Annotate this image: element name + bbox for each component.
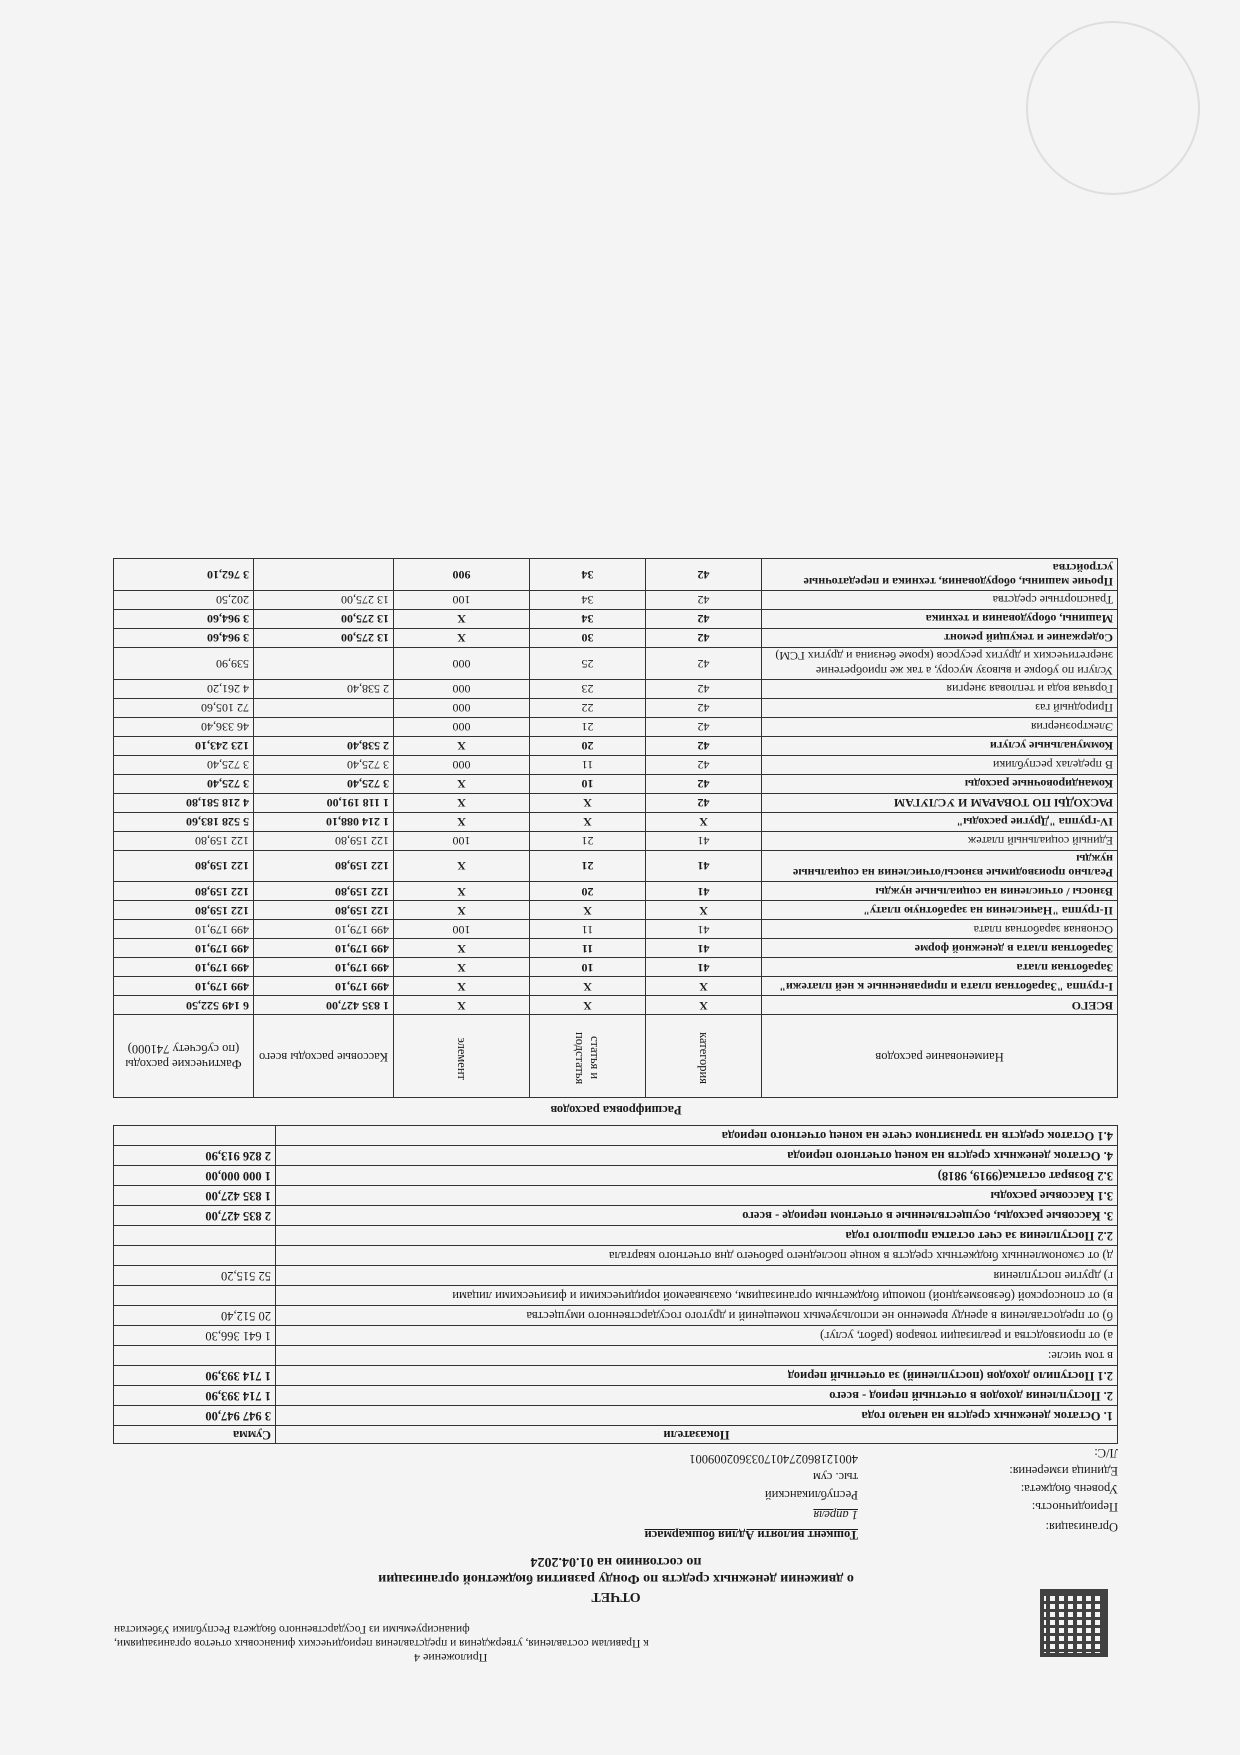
title-line-2: о движении денежных средств по Фонду развития бюджетной организации <box>378 1571 854 1587</box>
expense-category: Х <box>646 996 762 1015</box>
expense-article: 10 <box>530 958 646 977</box>
level-value: Республиканский <box>764 1488 858 1503</box>
expense-category: 41 <box>646 958 762 977</box>
table-row <box>114 793 1118 812</box>
summary-value <box>114 1226 276 1246</box>
expense-category: 42 <box>646 628 762 647</box>
header-article: статья и подстатья <box>530 1015 646 1098</box>
title-line-3: по состоянию на 01.04.2024 <box>530 1554 702 1569</box>
summary-header-indicator: Показатели <box>276 1426 1118 1444</box>
expense-category: 42 <box>646 717 762 736</box>
summary-label: 2.2 Поступления за счет остатка прошлого года <box>276 1226 1118 1246</box>
expense-name: Электроэнергия <box>762 717 1118 736</box>
expense-actual: 5 528 183,60 <box>114 812 254 831</box>
expense-article: 20 <box>530 882 646 901</box>
expense-article: 21 <box>530 831 646 850</box>
table-row <box>114 1326 1118 1346</box>
org-value: Тошкент вилояти Адлия бошкармаси <box>644 1528 858 1543</box>
expense-actual: 46 336,40 <box>114 717 254 736</box>
table-row <box>114 1286 1118 1306</box>
expense-name: РАСХОДЫ ПО ТОВАРАМ И УСЛУГАМ <box>762 793 1118 812</box>
expense-name: I-группа "Заработная плата и приравненные к ней платежи" <box>762 977 1118 996</box>
ls-label: Л/С: <box>1094 1446 1118 1461</box>
expense-name: Заработная плата в денежной форме <box>762 939 1118 958</box>
expense-actual: 499 179,10 <box>114 920 254 939</box>
expense-actual: 4 261,20 <box>114 679 254 698</box>
expense-element: 000 <box>394 755 530 774</box>
table-row <box>114 1386 1118 1406</box>
expense-cash <box>254 698 394 717</box>
expense-element: 000 <box>394 679 530 698</box>
table-row <box>114 1206 1118 1226</box>
table-row <box>114 1306 1118 1326</box>
expense-article: Х <box>530 901 646 920</box>
expense-category: 42 <box>646 755 762 774</box>
expense-article: 34 <box>530 609 646 628</box>
expense-cash <box>254 717 394 736</box>
expenses-table <box>113 558 1118 1098</box>
expense-category: 42 <box>646 609 762 628</box>
expense-actual: 122 159,80 <box>114 850 254 882</box>
table-row <box>114 755 1118 774</box>
expense-cash: 122 159,80 <box>254 850 394 882</box>
expense-name: IV-группа "Другие расходы" <box>762 812 1118 831</box>
table-row <box>114 812 1118 831</box>
period-label: Периодичность: <box>1031 1500 1118 1515</box>
expense-category: 41 <box>646 920 762 939</box>
appendix-note <box>114 1613 1118 1665</box>
header-actual: Фактические расходы (по субсчету 741000) <box>114 1015 254 1098</box>
expense-article: 25 <box>530 647 646 679</box>
expense-category: 42 <box>646 698 762 717</box>
summary-header-sum: Сумма <box>114 1426 276 1444</box>
expense-name: Коммунальные услуги <box>762 736 1118 755</box>
expense-article: 11 <box>530 939 646 958</box>
expense-cash: 122 159,80 <box>254 882 394 901</box>
expense-cash: 13 275,00 <box>254 590 394 609</box>
header-name: Наименование расходов <box>762 1015 1118 1098</box>
table-row <box>114 1186 1118 1206</box>
expense-article: Х <box>530 996 646 1015</box>
expense-element: 000 <box>394 698 530 717</box>
expense-article: 11 <box>530 920 646 939</box>
expense-element: Х <box>394 850 530 882</box>
table-row <box>114 1346 1118 1366</box>
table-row <box>114 717 1118 736</box>
expense-article: Х <box>530 977 646 996</box>
table-row <box>114 958 1118 977</box>
expense-element: 000 <box>394 647 530 679</box>
report-title <box>114 1553 1118 1606</box>
summary-value: 52 515,20 <box>114 1266 276 1286</box>
expense-actual: 3 964,60 <box>114 609 254 628</box>
expense-category: Х <box>646 812 762 831</box>
expense-category: 41 <box>646 882 762 901</box>
expense-name: Реально производимые взносы/отчисления на социальные нужды <box>762 850 1118 882</box>
expense-actual: 122 159,80 <box>114 882 254 901</box>
summary-value: 1 835 427,00 <box>114 1186 276 1206</box>
expense-category: 41 <box>646 831 762 850</box>
table-row <box>114 996 1118 1015</box>
expenses-caption: Расшифровка расходов <box>550 1103 682 1118</box>
expense-element: Х <box>394 793 530 812</box>
summary-value <box>114 1126 276 1146</box>
table-row <box>114 920 1118 939</box>
expense-category: 42 <box>646 559 762 591</box>
expense-element: Х <box>394 996 530 1015</box>
expense-element: Х <box>394 939 530 958</box>
summary-label: 1. Остаток денежных средств на начало года <box>276 1406 1118 1426</box>
expense-cash <box>254 559 394 591</box>
expense-article: 22 <box>530 698 646 717</box>
expense-category: Х <box>646 901 762 920</box>
expense-cash: 1 835 427,00 <box>254 996 394 1015</box>
expense-actual: 4 218 581,80 <box>114 793 254 812</box>
expense-element: Х <box>394 628 530 647</box>
expense-actual: 122 159,80 <box>114 831 254 850</box>
expense-category: 42 <box>646 679 762 698</box>
expense-name: Единый социальный платеж <box>762 831 1118 850</box>
table-row <box>114 774 1118 793</box>
expense-name: Заработная плата <box>762 958 1118 977</box>
summary-label: 3.1 Кассовые расходы <box>276 1186 1118 1206</box>
expense-article: 34 <box>530 590 646 609</box>
table-row <box>114 1146 1118 1166</box>
qr-code-icon <box>1040 1589 1108 1657</box>
expense-name: II-группа "Начисления на заработную плату" <box>762 901 1118 920</box>
expense-element: 100 <box>394 831 530 850</box>
expense-article: 11 <box>530 755 646 774</box>
expense-cash: 1 118 191,00 <box>254 793 394 812</box>
expense-element: 000 <box>394 717 530 736</box>
expense-article: 30 <box>530 628 646 647</box>
expense-cash: 1 214 088,10 <box>254 812 394 831</box>
expense-actual: 499 179,10 <box>114 939 254 958</box>
summary-value: 1 641 366,30 <box>114 1326 276 1346</box>
report-content <box>114 558 1118 1665</box>
summary-label: д) от сэкономленных бюджетных средств в конце последнего рабочего дня отчетного квартала <box>276 1246 1118 1266</box>
table-row <box>114 831 1118 850</box>
expense-category: 41 <box>646 850 762 882</box>
expense-actual: 6 149 522,50 <box>114 996 254 1015</box>
stamp-mark <box>1026 21 1200 195</box>
expense-name: Содержание и текущий ремонт <box>762 628 1118 647</box>
expense-element: 100 <box>394 920 530 939</box>
expense-name: Взносы / отчисления на социальные нужды <box>762 882 1118 901</box>
expense-element: Х <box>394 774 530 793</box>
title-line-1: ОТЧЕТ <box>591 1589 641 1604</box>
period-value: 1 апреля <box>813 1508 858 1523</box>
level-label: Уровень бюджета: <box>1020 1482 1118 1497</box>
expense-name: ВСЕГО <box>762 996 1118 1015</box>
expense-cash: 13 275,00 <box>254 628 394 647</box>
table-row <box>114 850 1118 882</box>
expense-name: Командировочные расходы <box>762 774 1118 793</box>
expense-cash: 499 179,10 <box>254 958 394 977</box>
table-row <box>114 736 1118 755</box>
table-row <box>114 939 1118 958</box>
expense-category: 42 <box>646 590 762 609</box>
expense-article: 23 <box>530 679 646 698</box>
expense-category: 42 <box>646 774 762 793</box>
summary-value: 1 714 393,90 <box>114 1366 276 1386</box>
summary-label: 3. Кассовые расходы, осуществленные в отчетном периоде - всего <box>276 1206 1118 1226</box>
table-row <box>114 698 1118 717</box>
summary-label: б) от предоставления в аренду временно не используемых помещений и другого государственного имущества <box>276 1306 1118 1326</box>
expense-element: 100 <box>394 590 530 609</box>
summary-table <box>113 1126 1118 1445</box>
table-row <box>114 1406 1118 1426</box>
expense-article: 34 <box>530 559 646 591</box>
expense-cash: 3 725,40 <box>254 755 394 774</box>
expense-actual: 499 179,10 <box>114 977 254 996</box>
expense-category: 42 <box>646 793 762 812</box>
expense-cash: 13 275,00 <box>254 609 394 628</box>
expense-cash: 122 159,80 <box>254 831 394 850</box>
expense-category: Х <box>646 977 762 996</box>
expense-element: Х <box>394 958 530 977</box>
expense-actual: 3 964,60 <box>114 628 254 647</box>
expense-actual: 123 243,10 <box>114 736 254 755</box>
summary-label: в) от спонсорской (безвозмездной) помощи бюджетным организациям, оказываемой юридическими и физическими лицами <box>276 1286 1118 1306</box>
expense-article: 20 <box>530 736 646 755</box>
expense-element: 900 <box>394 559 530 591</box>
expense-name: Услуги по уборке и вывозу мусору, а так же приобретение энергетических и других ресурсов (кроме бензина и других ГСМ) <box>762 647 1118 679</box>
org-label: Организация: <box>1045 1520 1118 1535</box>
summary-label: 4. Остаток денежных средств на конец отчетного периода <box>276 1146 1118 1166</box>
table-row <box>114 559 1118 591</box>
expense-actual: 3 725,40 <box>114 755 254 774</box>
report-meta <box>114 1445 1118 1543</box>
expense-actual: 539,90 <box>114 647 254 679</box>
expense-category: 42 <box>646 736 762 755</box>
summary-value: 20 512,40 <box>114 1306 276 1326</box>
summary-value <box>114 1346 276 1366</box>
expense-category: 41 <box>646 939 762 958</box>
expense-cash: 499 179,10 <box>254 920 394 939</box>
header-element: элемент <box>394 1015 530 1098</box>
expense-article: 21 <box>530 850 646 882</box>
table-row <box>114 1246 1118 1266</box>
expense-name: Прочие машины, оборудования, техника и передаточные устройства <box>762 559 1118 591</box>
summary-value: 1 714 393,90 <box>114 1386 276 1406</box>
summary-label: в том числе: <box>276 1346 1118 1366</box>
table-row <box>114 882 1118 901</box>
expense-article: 21 <box>530 717 646 736</box>
table-row <box>114 977 1118 996</box>
expense-article: 10 <box>530 774 646 793</box>
expense-cash: 3 725,40 <box>254 774 394 793</box>
appendix-description: к Правилам составления, утверждения и представления периодических финансовых отчетов организациями, финансируемыми из Государственного бюджета Республики Узбекистан <box>114 1623 649 1649</box>
table-row <box>114 1366 1118 1386</box>
expense-cash: 499 179,10 <box>254 977 394 996</box>
summary-value <box>114 1286 276 1306</box>
summary-value: 2 826 913,90 <box>114 1146 276 1166</box>
expense-cash <box>254 647 394 679</box>
expense-element: Х <box>394 882 530 901</box>
header-category: категория <box>646 1015 762 1098</box>
expense-category: 42 <box>646 647 762 679</box>
summary-value: 1 000 000,00 <box>114 1166 276 1186</box>
table-row <box>114 679 1118 698</box>
summary-value <box>114 1246 276 1266</box>
table-row <box>114 647 1118 679</box>
expense-element: Х <box>394 977 530 996</box>
expense-name: Машины, оборудования и техника <box>762 609 1118 628</box>
summary-label: г) другие поступления <box>276 1266 1118 1286</box>
expense-name: В пределах республики <box>762 755 1118 774</box>
expense-cash: 122 159,80 <box>254 901 394 920</box>
table-row <box>114 901 1118 920</box>
expense-name: Основная заработная плата <box>762 920 1118 939</box>
appendix-title: Приложение 4 <box>414 1651 488 1665</box>
expense-element: Х <box>394 901 530 920</box>
unit-value: тыс. сум <box>812 1470 858 1485</box>
expense-article: Х <box>530 793 646 812</box>
table-row <box>114 609 1118 628</box>
table-row <box>114 628 1118 647</box>
summary-label: 3.2 Возврат остатка(9919, 9818) <box>276 1166 1118 1186</box>
ls-value: 400121860274017033602009001 <box>689 1452 858 1467</box>
summary-label: а) от производства и реализации товаров (работ, услуг) <box>276 1326 1118 1346</box>
table-row <box>114 1226 1118 1246</box>
summary-label: 2. Поступления доходов в отчетный период - всего <box>276 1386 1118 1406</box>
expense-element: Х <box>394 812 530 831</box>
expense-cash: 2 538,40 <box>254 679 394 698</box>
table-row <box>114 1166 1118 1186</box>
summary-label: 4.1 Остаток средств на транзитном счете на конец отчетного периода <box>276 1126 1118 1146</box>
expense-element: Х <box>394 609 530 628</box>
expense-name: Природный газ <box>762 698 1118 717</box>
summary-value: 2 835 427,00 <box>114 1206 276 1226</box>
expense-actual: 202,50 <box>114 590 254 609</box>
expense-actual: 72 105,60 <box>114 698 254 717</box>
summary-label: 2.1 Поступило доходов (поступлений) за отчетный период <box>276 1366 1118 1386</box>
table-row <box>114 1126 1118 1146</box>
expense-name: Транспортные средства <box>762 590 1118 609</box>
expense-actual: 499 179,10 <box>114 958 254 977</box>
expense-name: Горячая вода и тепловая энергия <box>762 679 1118 698</box>
expense-actual: 3 762,10 <box>114 559 254 591</box>
expense-actual: 122 159,80 <box>114 901 254 920</box>
header-cash: Кассовые расходы всего <box>254 1015 394 1098</box>
unit-label: Единица измерения: <box>1009 1464 1118 1479</box>
expense-cash: 499 179,10 <box>254 939 394 958</box>
table-row <box>114 590 1118 609</box>
expense-actual: 3 725,40 <box>114 774 254 793</box>
summary-value: 3 947 947,00 <box>114 1406 276 1426</box>
expense-element: Х <box>394 736 530 755</box>
expense-cash: 2 538,40 <box>254 736 394 755</box>
table-row <box>114 1266 1118 1286</box>
expense-article: Х <box>530 812 646 831</box>
